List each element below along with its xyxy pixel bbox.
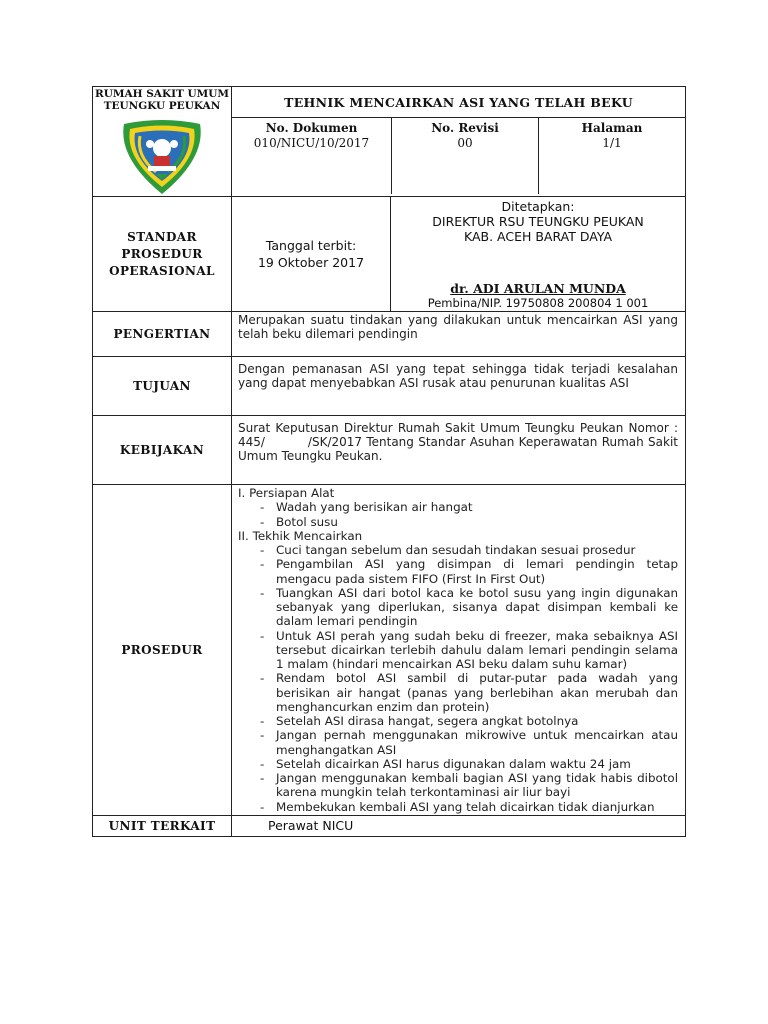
sop-label: STANDAR PROSEDUR OPERASIONAL bbox=[93, 197, 232, 312]
list-item: - Wadah yang berisikan air hangat bbox=[260, 500, 473, 515]
tujuan-text: Dengan pemanasan ASI yang tepat sehingga tidak terjadi kesalahan yang dapat menyebabkan ASI rusak atau penurunan kualitas ASI bbox=[232, 357, 686, 416]
list-item: - Rendam botol ASI sambil di putar-putar pada wadah yang berisikan air hangat (panas yang berlebihan akan merubah dan menghancurkan enzim dan protein) bbox=[260, 671, 679, 714]
list-item: - Jangan menggunakan kembali bagian ASI yang tidak habis dibotol karena mungkin telah terkontaminasi air liur bayi bbox=[260, 771, 679, 800]
section-title: I. Persiapan Alat bbox=[238, 486, 335, 500]
document-meta bbox=[232, 118, 686, 197]
list-item: - Jangan pernah menggunakan mikrowive untuk mencairkan atau menghangatkan ASI bbox=[260, 728, 679, 757]
document-title: TEHNIK MENCAIRKAN ASI YANG TELAH BEKU bbox=[232, 87, 686, 118]
section-title: II. Tekhik Mencairkan bbox=[238, 528, 363, 543]
doc-number: 010/NICU/10/2017 bbox=[253, 136, 370, 150]
approver-nip: Pembina/NIP. 19750808 200804 1 001 bbox=[427, 296, 649, 310]
doc-number-cell: No. Dokumen 010/NICU/10/2017 bbox=[232, 118, 391, 194]
list-item: - Setelah ASI dirasa hangat, segera angkat botolnya bbox=[260, 714, 579, 728]
list-item: - Botol susu bbox=[260, 514, 338, 529]
unit-terkait-value: Perawat NICU bbox=[232, 815, 686, 836]
prosedur-content bbox=[232, 485, 686, 816]
kebijakan-text: Surat Keputusan Direktur Rumah Sakit Umum Teungku Peukan Nomor : 445/ /SK/2017 Tentang Standar Asuhan Keperawatan Rumah Sakit Umum Teungku Peukan. bbox=[232, 416, 686, 485]
page-cell: Halaman 1/1 bbox=[538, 118, 685, 194]
list-item: - Setelah dicairkan ASI harus digunakan dalam waktu 24 jam bbox=[260, 756, 631, 771]
approver-title: DIREKTUR RSU TEUNGKU PEUKAN bbox=[432, 214, 644, 229]
list-item: - Untuk ASI perah yang sudah beku di freezer, maka sebaiknya ASI tersebut dicairkan terlebih dahulu dalam lemari pendingin selama 1 malam (hindari mencairkan ASI beku dalam suhu kamar) bbox=[260, 628, 679, 671]
prosedur-label: PROSEDUR bbox=[93, 485, 232, 816]
unit-terkait-label: UNIT TERKAIT bbox=[93, 815, 232, 836]
pengertian-text: Merupakan suatu tindakan yang dilakukan untuk mencairkan ASI yang telah beku dilemari pendingin bbox=[232, 312, 686, 357]
sop-table bbox=[92, 86, 686, 837]
issue-date-cell bbox=[232, 197, 391, 312]
approver-region: KAB. ACEH BARAT DAYA bbox=[463, 229, 613, 244]
approved-label: Ditetapkan: bbox=[501, 199, 575, 214]
revision-cell: No. Revisi 00 bbox=[391, 118, 538, 194]
hospital-name: RUMAH SAKIT UMUM TEUNGKU PEUKAN bbox=[94, 88, 230, 112]
tujuan-label: TUJUAN bbox=[93, 357, 232, 416]
hospital-cell bbox=[93, 87, 232, 197]
list-item: - Membekukan kembali ASI yang telah dicairkan tidak dianjurkan bbox=[260, 799, 655, 814]
equipment-list bbox=[238, 500, 678, 529]
steps-list bbox=[238, 543, 678, 814]
list-item: - Pengambilan ASI yang disimpan di lemari pendingin tetap mengacu pada sistem FIFO (First In First Out) bbox=[260, 557, 679, 586]
hospital-logo bbox=[116, 118, 208, 196]
issue-label: Tanggal terbit: bbox=[265, 238, 357, 253]
list-item: - Cuci tangan sebelum dan sesudah tindakan sesuai prosedur bbox=[260, 543, 636, 557]
list-item: - Tuangkan ASI dari botol kaca ke botol susu yang ingin digunakan sebanyak yang diperlukan, sisanya dapat disimpan kembali ke dalam lemari pendingin bbox=[260, 585, 679, 629]
pengertian-label: PENGERTIAN bbox=[93, 312, 232, 357]
revision-number: 00 bbox=[457, 136, 473, 150]
page-number: 1/1 bbox=[602, 136, 622, 150]
approval-cell bbox=[391, 197, 686, 312]
approver-name: dr. ADI ARULAN MUNDA bbox=[450, 281, 626, 296]
issue-date: 19 Oktober 2017 bbox=[257, 255, 365, 270]
kebijakan-label: KEBIJAKAN bbox=[93, 416, 232, 485]
